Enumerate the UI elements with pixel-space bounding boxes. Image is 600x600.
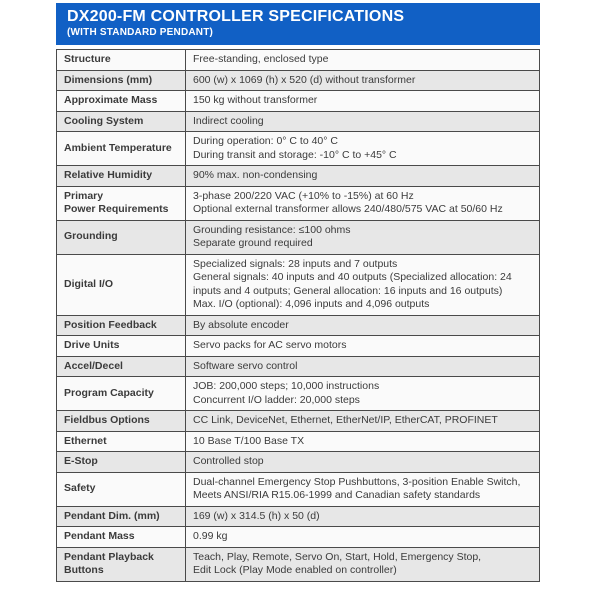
- spec-value-line: By absolute encoder: [193, 318, 289, 331]
- spec-sheet-page: [56, 3, 540, 582]
- spec-value-line: Specialized signals: 28 inputs and 7 outputs: [193, 257, 398, 270]
- spec-header: [56, 3, 540, 45]
- spec-value: [186, 91, 540, 112]
- spec-label: [57, 91, 186, 112]
- spec-value-line: 0.99 kg: [193, 530, 228, 542]
- table-row: [57, 356, 540, 377]
- spec-label: [57, 111, 186, 132]
- spec-label: [57, 377, 186, 411]
- table-row: [57, 506, 540, 527]
- spec-value: [186, 336, 540, 357]
- spec-value-line: 600 (w) x 1069 (h) x 520 (d) without transformer: [193, 73, 416, 86]
- spec-value: [186, 356, 540, 377]
- spec-value-line: Software servo control: [193, 359, 298, 372]
- table-row: [57, 431, 540, 452]
- spec-label: [57, 166, 186, 187]
- spec-label: [57, 220, 186, 254]
- table-row: [57, 111, 540, 132]
- spec-label-line: Relative Humidity: [64, 169, 153, 181]
- spec-label-line: Drive Units: [64, 339, 120, 351]
- spec-value-line: During transit and storage: -10° C to +45° C: [193, 148, 397, 161]
- spec-label-line: Position Feedback: [64, 318, 157, 331]
- spec-label-line: Program Capacity: [64, 386, 154, 399]
- spec-value: [186, 506, 540, 527]
- table-row: [57, 411, 540, 432]
- page-title: DX200-FM CONTROLLER SPECIFICATIONS: [67, 8, 405, 25]
- spec-value: [186, 547, 540, 581]
- spec-label: [57, 411, 186, 432]
- table-row: [57, 50, 540, 71]
- table-row: [57, 220, 540, 254]
- spec-label: [57, 336, 186, 357]
- spec-label-line: Safety: [64, 482, 96, 495]
- spec-value-line: Meets ANSI/RIA R15.06-1999 and Canadian safety standards: [193, 489, 481, 501]
- spec-value: [186, 452, 540, 473]
- table-row: [57, 315, 540, 336]
- spec-label-line: Fieldbus Options: [64, 414, 150, 426]
- table-row: [57, 547, 540, 581]
- spec-value: [186, 111, 540, 132]
- spec-value-line: Max. I/O (optional): 4,096 inputs and 4,096 outputs: [193, 298, 430, 310]
- spec-label: [57, 315, 186, 336]
- spec-label: [57, 132, 186, 166]
- spec-label-line: Dimensions (mm): [64, 73, 153, 86]
- spec-label-line: Buttons: [64, 564, 104, 576]
- spec-value: [186, 166, 540, 187]
- spec-value-line: Free-standing, enclosed type: [193, 53, 329, 65]
- table-row: [57, 527, 540, 548]
- spec-label: [57, 254, 186, 315]
- spec-value-line: Dual-channel Emergency Stop Pushbuttons, 3-position Enable Switch,: [193, 475, 521, 488]
- spec-label-line: Ethernet: [64, 434, 107, 447]
- spec-label: [57, 527, 186, 548]
- spec-value-line: Optional external transformer allows 240/480/575 VAC at 50/60 Hz: [193, 203, 503, 215]
- spec-label: [57, 356, 186, 377]
- spec-label-line: Digital I/O: [64, 277, 114, 290]
- table-row: [57, 452, 540, 473]
- spec-value-line: Servo packs for AC servo motors: [193, 339, 347, 351]
- spec-value-line: 150 kg without transformer: [193, 94, 318, 106]
- spec-value-line: 90% max. non-condensing: [193, 169, 318, 181]
- table-row: [57, 132, 540, 166]
- table-row: [57, 91, 540, 112]
- spec-value-line: Grounding resistance: ≤100 ohms: [193, 223, 351, 236]
- spec-value-line: Edit Lock (Play Mode enabled on controller): [193, 564, 397, 576]
- table-row: [57, 186, 540, 220]
- spec-label: [57, 472, 186, 506]
- spec-value: [186, 472, 540, 506]
- spec-label-line: Power Requirements: [64, 203, 169, 215]
- spec-label: [57, 50, 186, 71]
- spec-label: [57, 506, 186, 527]
- spec-label-line: Primary: [64, 189, 104, 202]
- table-row: [57, 70, 540, 91]
- spec-label: [57, 70, 186, 91]
- spec-label-line: E-Stop: [64, 455, 98, 467]
- spec-value: [186, 377, 540, 411]
- spec-value-line: During operation: 0° C to 40° C: [193, 135, 338, 147]
- spec-value: [186, 50, 540, 71]
- spec-label: [57, 452, 186, 473]
- spec-value-line: 3-phase 200/220 VAC (+10% to -15%) at 60 Hz: [193, 189, 414, 202]
- spec-label-line: Structure: [64, 53, 111, 65]
- spec-label-line: Pendant Playback: [64, 550, 154, 563]
- spec-label-line: Ambient Temperature: [64, 141, 172, 154]
- spec-value-line: General signals: 40 inputs and 40 outputs (Specialized allocation: 24 inputs and 4 outputs; General allocation: 16 inputs and 16 outputs): [193, 271, 512, 297]
- spec-value-line: Indirect cooling: [193, 114, 264, 127]
- spec-value: [186, 186, 540, 220]
- spec-value: [186, 254, 540, 315]
- table-row: [57, 472, 540, 506]
- spec-value: [186, 527, 540, 548]
- spec-label-line: Accel/Decel: [64, 359, 123, 372]
- spec-value-line: JOB: 200,000 steps; 10,000 instructions: [193, 380, 380, 392]
- table-row: [57, 254, 540, 315]
- spec-value-line: CC Link, DeviceNet, Ethernet, EtherNet/IP, EtherCAT, PROFINET: [193, 414, 498, 426]
- spec-value-line: 10 Base T/100 Base TX: [193, 434, 305, 447]
- spec-table: [56, 49, 540, 582]
- spec-value: [186, 411, 540, 432]
- spec-label-line: Cooling System: [64, 114, 144, 127]
- spec-value: [186, 220, 540, 254]
- spec-value: [186, 315, 540, 336]
- table-row: [57, 377, 540, 411]
- spec-label: [57, 186, 186, 220]
- spec-value-line: Concurrent I/O ladder: 20,000 steps: [193, 393, 360, 406]
- table-row: [57, 336, 540, 357]
- spec-value-line: Separate ground required: [193, 237, 313, 249]
- spec-label-line: Pendant Mass: [64, 530, 135, 542]
- spec-label: [57, 431, 186, 452]
- spec-label: [57, 547, 186, 581]
- spec-label-line: Approximate Mass: [64, 94, 158, 106]
- spec-value: [186, 132, 540, 166]
- spec-value: [186, 70, 540, 91]
- spec-value: [186, 431, 540, 452]
- spec-value-line: Teach, Play, Remote, Servo On, Start, Hold, Emergency Stop,: [193, 550, 482, 563]
- spec-table-body: [57, 50, 540, 582]
- spec-label-line: Pendant Dim. (mm): [64, 509, 160, 522]
- table-row: [57, 166, 540, 187]
- spec-label-line: Grounding: [64, 230, 118, 243]
- spec-value-line: Controlled stop: [193, 455, 264, 467]
- page-subtitle: (WITH STANDARD PENDANT): [67, 27, 214, 38]
- spec-value-line: 169 (w) x 314.5 (h) x 50 (d): [193, 509, 320, 522]
